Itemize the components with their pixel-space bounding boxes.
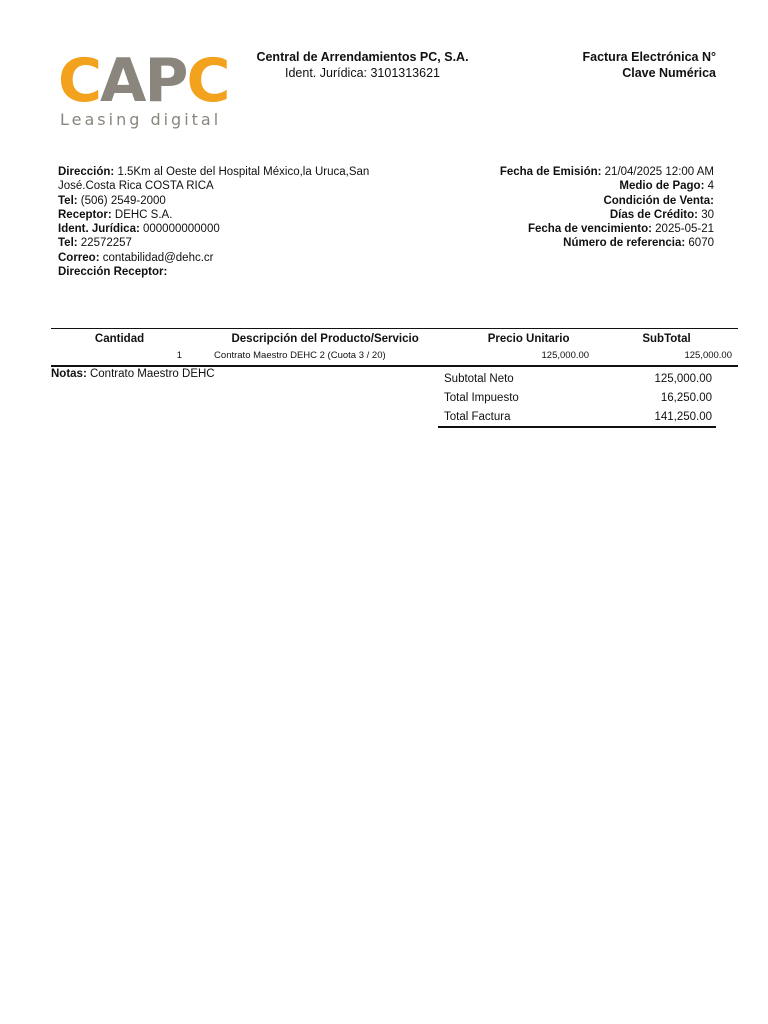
total-value: 141,250.00 [596,407,716,427]
phone-line [58,194,378,208]
subtotal-row [438,369,716,388]
tax-row [438,388,716,407]
payment-method-line [454,179,714,193]
issue-date-label: Fecha de Emisión: [499,166,602,178]
invoice-key-label: Clave Numérica [622,66,716,80]
header-quantity: Cantidad [51,329,188,349]
receiver-phone-line [58,236,378,250]
logo-letters [58,46,229,116]
header-unit-price: Precio Unitario [462,329,595,349]
email-line [58,251,378,265]
address-value: 1.5Km al Oeste del Hospital México,la Uruca,San José.Costa Rica COSTA RICA [58,166,370,193]
reference-line [454,236,714,250]
receiver-line [58,208,378,222]
logo-letter-c: C [58,46,101,116]
reference-value: 6070 [685,237,714,250]
invoice-title: Factura Electrónica N° [582,50,716,64]
total-label: Total Factura [438,407,596,427]
subtotal-label: Subtotal Neto [444,372,514,385]
items-table [51,328,738,367]
address-line [58,165,378,194]
due-date-line [454,222,714,236]
receiver-ident-value: 000000000000 [139,223,220,236]
notes-value: Contrato Maestro DEHC [86,368,215,380]
logo-tagline: Leasing digital [60,110,222,129]
reference-label: Número de referencia: [563,237,686,250]
address-label: Dirección: [58,166,115,178]
issue-date-line [454,165,714,179]
issuer-receiver-info [58,165,378,279]
row-description: Contrato Maestro DEHC 2 (Cuota 3 / 20) [188,348,462,366]
receiver-address-line [58,265,378,279]
phone-value: (506) 2549-2000 [77,194,166,207]
phone-label: Tel: [58,194,78,207]
logo-letter-p: P [144,46,187,116]
notes [51,368,215,380]
issue-date-value: 21/04/2025 12:00 AM [601,166,714,178]
due-date-value: 2025-05-21 [651,223,714,236]
credit-days-value: 30 [698,208,714,221]
tax-label: Total Impuesto [444,391,519,404]
receiver-phone-value: 22572257 [77,237,132,250]
invoice-header [582,49,716,81]
company-ident: Ident. Jurídica: 3101313621 [285,66,440,80]
credit-days-label: Días de Crédito: [609,208,698,221]
payment-method-value: 4 [704,180,714,193]
header-subtotal: SubTotal [595,329,738,349]
company-logo [58,46,244,132]
email-label: Correo: [58,251,100,264]
notes-label: Notas: [51,368,87,380]
email-value: contabilidad@dehc.cr [99,251,214,264]
sale-condition-line [454,194,714,208]
logo-letter-c2: C [186,46,229,116]
total-row [438,407,716,427]
header-description: Descripción del Producto/Servicio [188,329,462,349]
logo-letter-a: A [100,46,145,116]
row-quantity: 1 [51,348,188,366]
tax-value: 16,250.00 [660,391,712,404]
credit-days-line [454,208,714,222]
sale-condition-label: Condición de Venta: [603,194,714,207]
receiver-address-label: Dirección Receptor: [58,266,168,279]
invoice-details [454,165,714,251]
subtotal-value: 125,000.00 [654,372,712,385]
receiver-ident-line [58,222,378,236]
receiver-value: DEHC S.A. [111,208,173,221]
company-header [250,49,475,81]
receiver-ident-label: Ident. Jurídica: [58,223,140,236]
table-row [51,348,738,366]
totals-table [438,369,716,428]
due-date-label: Fecha de vencimiento: [527,223,652,236]
row-subtotal: 125,000.00 [595,348,738,366]
table-header-row [51,329,738,349]
receiver-phone-label: Tel: [58,237,78,250]
row-unit-price: 125,000.00 [462,348,595,366]
company-name: Central de Arrendamientos PC, S.A. [256,50,469,64]
receiver-label: Receptor: [58,208,112,221]
payment-method-label: Medio de Pago: [619,180,705,193]
